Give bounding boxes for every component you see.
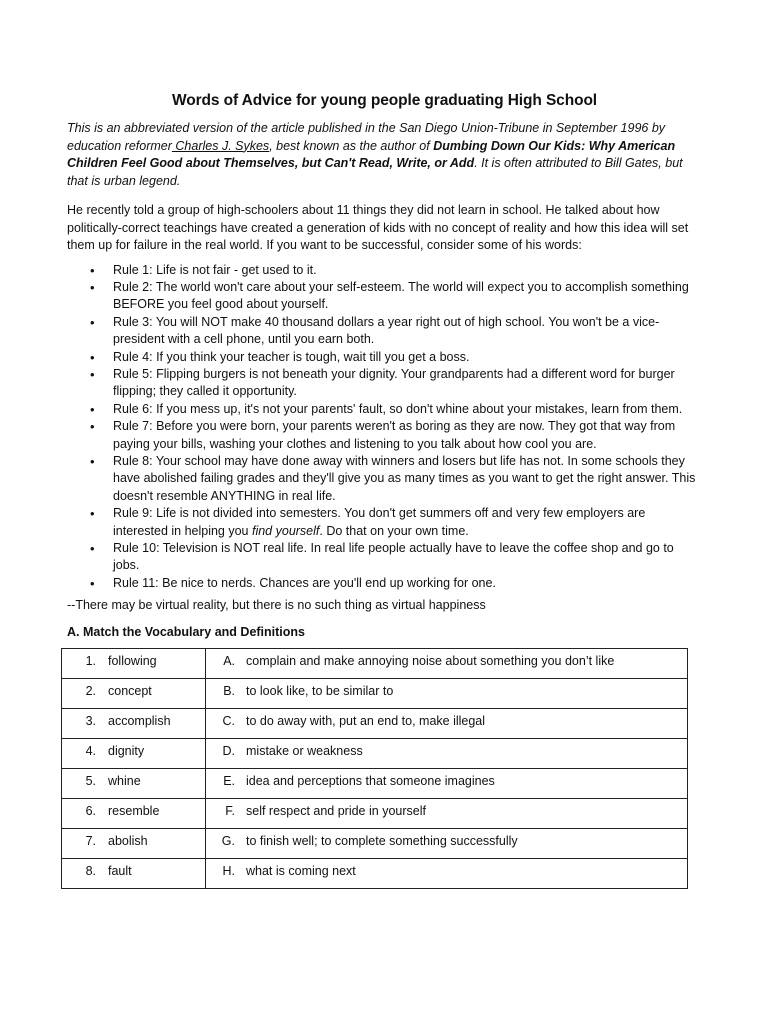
vocab-word: fault (108, 863, 132, 878)
definition-cell (206, 678, 688, 708)
table-row (62, 828, 688, 858)
rule-item: • Rule 8: Your school may have done away with winners and losers but life has not. In some schools they have abolished failing grades and they'll give you as many times as you want to get the right answer. This doesn't resemble ANYTHING in real life. (113, 453, 702, 505)
definition-text: to finish well; to complete something successfully (246, 833, 518, 848)
intro-text-2: , best known as the author of (269, 138, 434, 153)
definition-letter: F. (225, 803, 235, 818)
definition-text: to look like, to be similar to (246, 683, 394, 698)
author-name: Charles J. Sykes (171, 138, 270, 153)
word-number: 2. (85, 683, 96, 698)
table-row (62, 858, 688, 888)
definition-letter: B. (223, 683, 235, 698)
word-cell (62, 678, 206, 708)
vocab-word: resemble (108, 803, 160, 818)
rule-item (113, 505, 702, 540)
rule-9-text-2: . Do that on your own time. (319, 523, 469, 538)
definition-cell (206, 648, 688, 678)
table-row (62, 738, 688, 768)
vocab-word: following (108, 653, 157, 668)
rule-9-text-1: Rule 9: Life is not divided into semesters. You don't get summers off and very few employers are interested in helping you (113, 506, 646, 538)
table-row (62, 708, 688, 738)
rule-9-emphasis: find yourself (251, 523, 320, 538)
rule-item: • Rule 5: Flipping burgers is not beneath your dignity. Your grandparents had a different word for burger flipping; they called it opportunity. (113, 366, 702, 401)
section-a-heading: A. Match the Vocabulary and Definitions (67, 624, 305, 639)
word-cell (62, 768, 206, 798)
intro-text-1: This is an abbreviated version of the article published in the San Diego Union-Tribune in September 1996 by education reformer (67, 121, 666, 153)
intro-paragraph (67, 120, 702, 190)
table-row (62, 648, 688, 678)
rule-item: • Rule 2: The world won't care about your self-esteem. The world will expect you to accomplish something BEFORE you feel good about yourself. (113, 279, 702, 314)
word-number: 5. (85, 773, 96, 788)
definition-letter: D. (222, 743, 235, 758)
vocab-word: abolish (108, 833, 148, 848)
definition-text: mistake or weakness (246, 743, 363, 758)
rule-item: • Rule 3: You will NOT make 40 thousand dollars a year right out of high school. You won't be a vice-president with a cell phone, until you earn both. (113, 314, 702, 349)
rule-item: • Rule 6: If you mess up, it's not your parents' fault, so don't whine about your mistakes, learn from them. (113, 401, 702, 418)
definition-cell (206, 828, 688, 858)
rule-item: • Rule 11: Be nice to nerds. Chances are you'll end up working for one. (113, 575, 702, 592)
vocab-word: accomplish (108, 713, 171, 728)
vocab-word: whine (108, 773, 141, 788)
book-title: Dumbing Down Our Kids: Why American Children Feel Good about Themselves, but Can't Read, Write, or Add (67, 138, 676, 170)
table-row (62, 678, 688, 708)
word-number: 7. (85, 833, 96, 848)
definition-letter: A. (223, 653, 235, 668)
definition-text: what is coming next (246, 863, 356, 878)
rule-item: • Rule 10: Television is NOT real life. In real life people actually have to leave the coffee shop and go to jobs. (113, 540, 702, 575)
word-number: 4. (85, 743, 96, 758)
word-cell (62, 858, 206, 888)
definition-cell (206, 708, 688, 738)
definition-text: self respect and pride in yourself (246, 803, 426, 818)
vocabulary-table (61, 648, 688, 889)
definition-text: idea and perceptions that someone imagines (246, 773, 495, 788)
word-cell (62, 708, 206, 738)
table-row (62, 798, 688, 828)
definition-text: complain and make annoying noise about something you don’t like (246, 653, 615, 668)
definition-cell (206, 798, 688, 828)
word-cell (62, 648, 206, 678)
intro-text-3: . It is often attributed to Bill Gates, but that is urban legend. (67, 156, 683, 188)
vocab-word: dignity (108, 743, 145, 758)
word-cell (62, 738, 206, 768)
rule-item: • Rule 4: If you think your teacher is tough, wait till you get a boss. (113, 349, 702, 366)
word-number: 3. (85, 713, 96, 728)
document-title: Words of Advice for young people graduating High School (171, 92, 598, 109)
definition-letter: G. (221, 833, 235, 848)
definition-cell (206, 858, 688, 888)
vocab-word: concept (108, 683, 152, 698)
word-number: 1. (85, 653, 96, 668)
definition-cell (206, 738, 688, 768)
table-row (62, 768, 688, 798)
rule-item: • Rule 1: Life is not fair - get used to it. (113, 262, 702, 279)
rules-list (67, 262, 702, 593)
word-cell (62, 828, 206, 858)
word-number: 6. (85, 803, 96, 818)
definition-cell (206, 768, 688, 798)
definition-letter: E. (223, 773, 235, 788)
rule-item: • Rule 7: Before you were born, your parents weren't as boring as they are now. They got that way from paying your bills, washing your clothes and listening to you talk about how cool you are. (113, 418, 702, 453)
definition-letter: C. (222, 713, 235, 728)
closing-quote: --There may be virtual reality, but there is no such thing as virtual happiness (67, 598, 486, 613)
body-paragraph: He recently told a group of high-schoolers about 11 things they did not learn in school. He talked about how politically-correct teachings have created a generation of kids with no concept of reality and how this idea will set them up for failure in the real world. If you want to be successful, consider some of his words: (67, 203, 689, 252)
definition-text: to do away with, put an end to, make illegal (246, 713, 486, 728)
word-number: 8. (85, 863, 96, 878)
definition-letter: H. (222, 863, 235, 878)
word-cell (62, 798, 206, 828)
